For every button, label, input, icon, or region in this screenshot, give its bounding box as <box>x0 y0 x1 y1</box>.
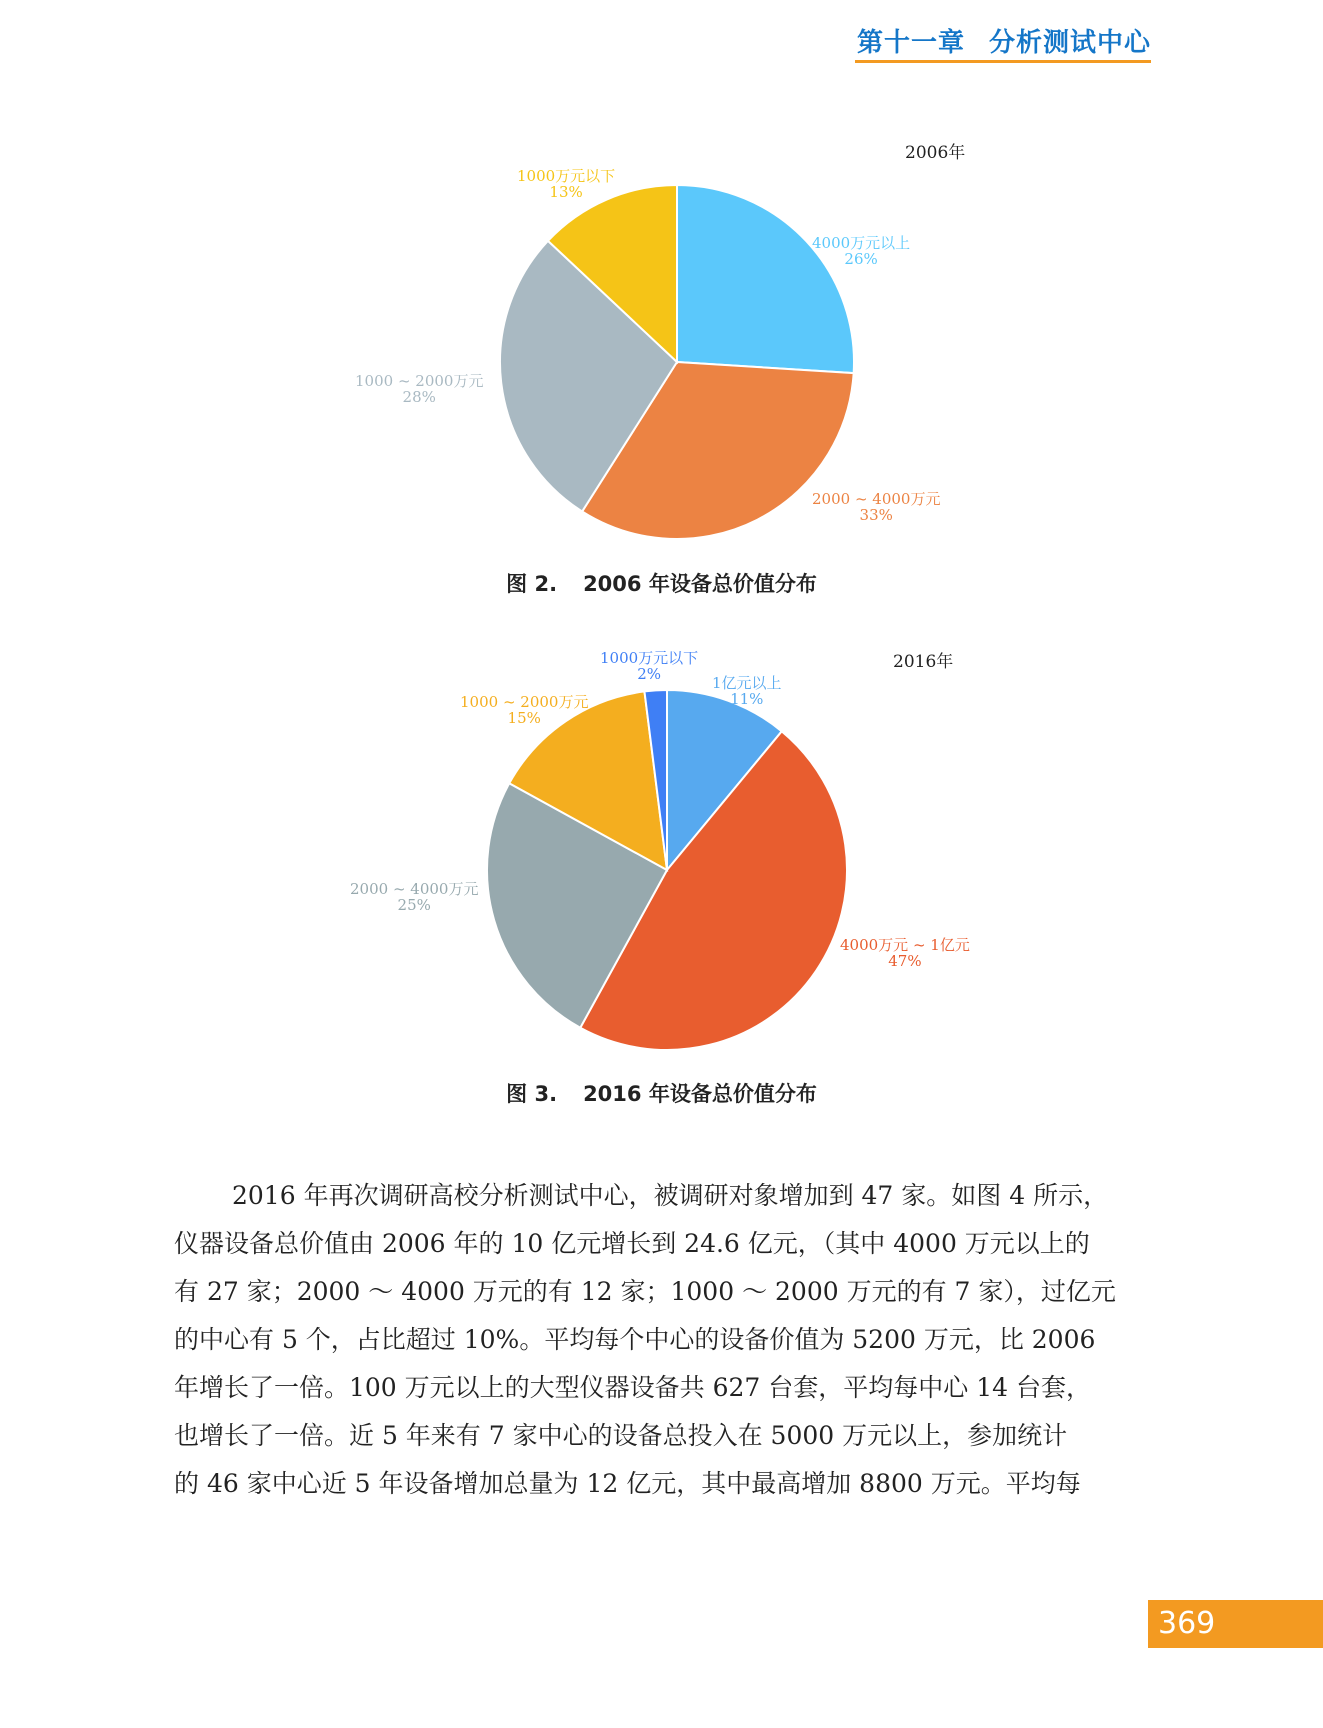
slice-percent: 13% <box>549 183 583 201</box>
paragraph-line: 有 27 家；2000 ～ 4000 万元的有 12 家；1000 ～ 2000 万元的有 7 家），过亿元 <box>174 1277 1116 1306</box>
figure-2-caption <box>0 568 1323 598</box>
chapter-title: 分析测试中心 <box>988 28 1151 58</box>
figure-number: 图 3. <box>506 1082 558 1106</box>
paragraph-line: 的 46 家中心近 5 年设备增加总量为 12 亿元，其中最高增加 8800 万元。平均每 <box>174 1469 1081 1498</box>
paragraph-line: 仪器设备总价值由 2006 年的 10 亿元增长到 24.6 亿元，（其中 4000 万元以上的 <box>174 1229 1090 1258</box>
pie-2006-label-3 <box>517 168 615 200</box>
chapter-header <box>855 22 1151 63</box>
pie-2016-label-2 <box>350 881 478 913</box>
paragraph-line: 的中心有 5 个，占比超过 10%。平均每个中心的设备价值为 5200 万元，比 2006 <box>174 1325 1096 1354</box>
pie-chart-2006 <box>500 185 854 539</box>
pie-2016-label-3 <box>460 694 588 726</box>
slice-percent: 15% <box>507 709 541 727</box>
slice-name: 1000 ~ 2000万元 <box>355 372 484 390</box>
pie-2006-slice-0 <box>677 185 854 373</box>
pie-chart-2016 <box>487 690 847 1050</box>
chart-2016-year-label: 2016年 <box>893 652 954 672</box>
page-number: 369 <box>1148 1600 1323 1648</box>
body-paragraph <box>174 1172 1152 1508</box>
figure-title: 2006 年设备总价值分布 <box>583 572 817 596</box>
slice-name: 2000 ~ 4000万元 <box>812 490 941 508</box>
slice-name: 4000万元以上 <box>812 234 911 252</box>
pie-2006-label-0 <box>812 235 910 267</box>
slice-name: 1亿元以上 <box>712 674 782 692</box>
paragraph-line: 也增长了一倍。近 5 年来有 7 家中心的设备总投入在 5000 万元以上，参加统计 <box>174 1421 1068 1450</box>
chart-2006-year-label: 2006年 <box>905 143 966 163</box>
figure-3-caption <box>0 1078 1323 1108</box>
slice-name: 1000万元以下 <box>600 649 699 667</box>
slice-percent: 33% <box>859 506 893 524</box>
slice-name: 4000万元 ~ 1亿元 <box>840 936 970 954</box>
pie-2006-label-1 <box>812 491 940 523</box>
slice-percent: 11% <box>730 690 764 708</box>
slice-percent: 47% <box>888 952 922 970</box>
slice-percent: 2% <box>637 665 661 683</box>
paragraph-line: 2016 年再次调研高校分析测试中心，被调研对象增加到 47 家。如图 4 所示， <box>232 1181 1109 1210</box>
pie-2016-label-4 <box>600 650 698 682</box>
pie-2016-label-1 <box>840 937 970 969</box>
slice-percent: 26% <box>844 250 878 268</box>
figure-title: 2016 年设备总价值分布 <box>583 1082 817 1106</box>
pie-2016-label-0 <box>712 675 782 707</box>
slice-name: 1000万元以下 <box>517 167 616 185</box>
chapter-number: 第十一章 <box>856 28 965 58</box>
figure-number: 图 2. <box>506 572 558 596</box>
paragraph-line: 年增长了一倍。100 万元以上的大型仪器设备共 627 台套，平均每中心 14 台套， <box>174 1373 1091 1402</box>
slice-name: 2000 ~ 4000万元 <box>350 880 479 898</box>
slice-percent: 25% <box>397 896 431 914</box>
slice-percent: 28% <box>402 388 436 406</box>
slice-name: 1000 ~ 2000万元 <box>460 693 589 711</box>
pie-2006-label-2 <box>355 373 483 405</box>
